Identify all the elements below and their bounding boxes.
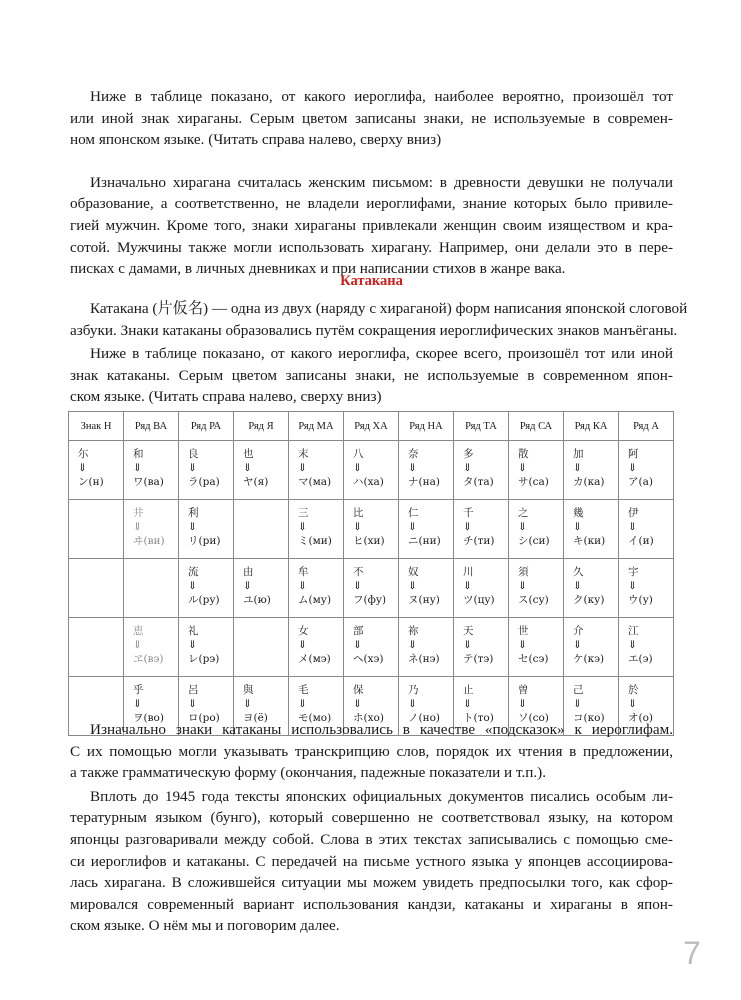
kanji: 散	[518, 448, 529, 460]
katakana: エ(э)	[628, 653, 653, 665]
kana-cell	[234, 559, 289, 618]
kana-cell	[619, 500, 674, 559]
katakana: オ(о)	[628, 712, 654, 724]
kanji: 伊	[628, 507, 639, 519]
kanji: 阿	[628, 448, 639, 460]
katakana-intro-text	[70, 298, 688, 408]
katakana: リ(ри)	[188, 535, 221, 547]
katakana: ク(ку)	[573, 594, 605, 606]
kana-cell	[619, 559, 674, 618]
katakana: ツ(цу)	[463, 594, 495, 606]
kana-cell	[179, 441, 234, 500]
arrow-icon: ⇓	[353, 521, 362, 533]
kanji: 三	[298, 507, 309, 519]
arrow-icon: ⇓	[298, 462, 307, 474]
arrow-icon: ⇓	[298, 580, 307, 592]
kana-cell	[564, 618, 619, 677]
katakana: ア(а)	[628, 476, 653, 488]
katakana: ナ(на)	[408, 476, 440, 488]
katakana: ル(ру)	[188, 594, 220, 606]
column-header: Знак Н	[69, 412, 124, 441]
kanji: 流	[188, 566, 199, 578]
kana-cell	[124, 618, 179, 677]
column-header: Ряд ХА	[344, 412, 399, 441]
arrow-icon: ⇓	[78, 462, 87, 474]
katakana: ロ(ро)	[188, 712, 220, 724]
kanji: 千	[463, 507, 474, 519]
column-header: Ряд СА	[509, 412, 564, 441]
kanji: 良	[188, 448, 199, 460]
kanji: 於	[628, 684, 639, 696]
arrow-icon: ⇓	[463, 698, 472, 710]
page-number: 7	[683, 935, 701, 971]
katakana: ハ(ха)	[353, 476, 384, 488]
katakana: キ(ки)	[573, 535, 606, 547]
arrow-icon: ⇓	[243, 698, 252, 710]
kana-cell	[509, 441, 564, 500]
arrow-icon: ⇓	[353, 639, 362, 651]
kana-cell	[399, 618, 454, 677]
arrow-icon: ⇓	[408, 698, 417, 710]
text-line: мировался современный вариант использования кандзи, катаканы и хираганы в япон-	[70, 895, 673, 913]
arrow-icon: ⇓	[573, 639, 582, 651]
katakana: ユ(ю)	[243, 594, 271, 606]
kana-cell	[509, 500, 564, 559]
kana-cell	[619, 618, 674, 677]
kana-cell	[399, 500, 454, 559]
kanji: 天	[463, 625, 474, 637]
katakana: ヌ(ну)	[408, 594, 440, 606]
column-header: Ряд МА	[289, 412, 344, 441]
text-line: ском языке. (Читать справа налево, сверху вниз)	[70, 388, 382, 406]
arrow-icon: ⇓	[408, 580, 417, 592]
paragraph	[70, 172, 673, 280]
katakana: ト(то)	[463, 712, 494, 724]
kanji: 江	[628, 625, 639, 637]
arrow-icon: ⇓	[518, 521, 527, 533]
katakana: ウ(у)	[628, 594, 653, 606]
kanji: 比	[353, 507, 364, 519]
column-header: Ряд КА	[564, 412, 619, 441]
kana-cell	[454, 500, 509, 559]
table-header-row	[69, 412, 674, 441]
arrow-icon: ⇓	[298, 639, 307, 651]
arrow-icon: ⇓	[573, 698, 582, 710]
katakana: テ(тэ)	[463, 653, 494, 665]
text-line: Ниже в таблице показано, от какого иероглифа, наиболее вероятно, произошёл тот	[90, 88, 673, 105]
katakana: ミ(ми)	[298, 535, 332, 547]
arrow-icon: ⇓	[188, 639, 197, 651]
arrow-icon: ⇓	[573, 462, 582, 474]
kanji: 乎	[133, 684, 144, 696]
kanji: 由	[243, 566, 254, 578]
kanji: 尓	[78, 448, 89, 460]
katakana: ヒ(хи)	[353, 535, 385, 547]
katakana: ケ(кэ)	[573, 653, 605, 665]
text-line: образование, а соответственно, не владели иероглифами, знание которых было привиле-	[70, 195, 673, 213]
kanji: 部	[353, 625, 364, 637]
kanji: 恵	[133, 625, 144, 637]
column-header: Ряд ВА	[124, 412, 179, 441]
kana-cell	[454, 618, 509, 677]
paragraph	[70, 786, 673, 937]
text-line: си иероглифов и катаканы. С передачей на письме устного языка у японцев ассоциирова-	[70, 852, 673, 870]
paragraph	[70, 86, 673, 151]
katakana: ホ(хо)	[353, 712, 384, 724]
arrow-icon: ⇓	[353, 580, 362, 592]
text-line: Катакана (片仮名) — одна из двух (наряду с хираганой) форм написания японской слоговой	[90, 300, 688, 317]
arrow-icon: ⇓	[518, 580, 527, 592]
text-line: лась хирагана. В сложившейся ситуации мы можем увидеть предпосылки того, как сфор-	[70, 874, 673, 892]
empty-cell	[234, 618, 289, 677]
katakana: ニ(ни)	[408, 535, 441, 547]
kanji: 乃	[408, 684, 419, 696]
kana-cell	[564, 500, 619, 559]
katakana: レ(рэ)	[188, 653, 220, 665]
text-line: Изначально знаки катаканы использовались в качестве «подсказок» к иероглифам.	[90, 721, 673, 738]
kana-cell	[344, 559, 399, 618]
paragraph	[70, 298, 688, 341]
katakana: モ(мо)	[298, 712, 332, 724]
kanji: 奴	[408, 566, 419, 578]
arrow-icon: ⇓	[243, 462, 252, 474]
arrow-icon: ⇓	[573, 521, 582, 533]
text-line: сотой. Мужчины также могли использовать хирагану. Например, они делали это в пере-	[70, 238, 673, 256]
table-row	[69, 618, 674, 677]
kanji: 礼	[188, 625, 199, 637]
kana-cell	[509, 618, 564, 677]
katakana: ソ(со)	[518, 712, 549, 724]
kanji: 呂	[188, 684, 199, 696]
kana-cell	[289, 441, 344, 500]
arrow-icon: ⇓	[188, 462, 197, 474]
kana-cell	[179, 500, 234, 559]
arrow-icon: ⇓	[408, 462, 417, 474]
text-line: тературным языком (бунго), который совершенно не соответствовал языку, на котором	[70, 809, 673, 827]
paragraph	[70, 719, 673, 784]
katakana: シ(си)	[518, 535, 550, 547]
kana-cell	[69, 441, 124, 500]
kana-cell	[234, 441, 289, 500]
table-row	[69, 559, 674, 618]
arrow-icon: ⇓	[518, 639, 527, 651]
arrow-icon: ⇓	[408, 521, 417, 533]
arrow-icon: ⇓	[573, 580, 582, 592]
empty-cell	[69, 559, 124, 618]
text-line: Изначально хирагана считалась женским письмом: в древности девушки не получали	[90, 173, 673, 191]
katakana: イ(и)	[628, 535, 654, 547]
column-header: Ряд РА	[179, 412, 234, 441]
kanji: 和	[133, 448, 144, 460]
kana-cell	[564, 441, 619, 500]
arrow-icon: ⇓	[353, 698, 362, 710]
kanji: 須	[518, 566, 529, 578]
katakana-history-text	[70, 719, 673, 937]
kana-cell	[399, 441, 454, 500]
katakana: サ(са)	[518, 476, 549, 488]
kanji: 己	[573, 684, 584, 696]
katakana: タ(та)	[463, 476, 494, 488]
kanji: 川	[463, 566, 474, 578]
arrow-icon: ⇓	[628, 639, 637, 651]
arrow-icon: ⇓	[188, 580, 197, 592]
column-header: Ряд А	[619, 412, 674, 441]
katakana: ヨ(ё)	[243, 712, 268, 724]
kanji: 與	[243, 684, 254, 696]
arrow-icon: ⇓	[188, 521, 197, 533]
kanji: 利	[188, 507, 199, 519]
kana-cell	[344, 500, 399, 559]
kana-cell	[289, 559, 344, 618]
text-line: или иной знак хираганы. Серым цветом записаны знаки, не используемые в современ-	[70, 109, 673, 127]
kanji: 宇	[628, 566, 639, 578]
katakana: チ(ти)	[463, 535, 495, 547]
kanji: 之	[518, 507, 529, 519]
katakana: メ(мэ)	[298, 653, 331, 665]
kana-cell	[124, 500, 179, 559]
kana-cell	[454, 441, 509, 500]
arrow-icon: ⇓	[628, 698, 637, 710]
text-line: С их помощью могли указывать транскрипцию слов, порядок их чтения в предложении,	[70, 742, 673, 760]
kana-cell	[564, 559, 619, 618]
text-line: ном японском языке. (Читать справа налево, сверху вниз)	[70, 131, 442, 149]
text-line: японцы разговаривали между собой. Слова в этих текстах записывались с помощью сме-	[70, 830, 673, 848]
kanji: 八	[353, 448, 364, 460]
katakana: ヘ(хэ)	[353, 653, 384, 665]
arrow-icon: ⇓	[298, 698, 307, 710]
text-line: знак катаканы. Серым цветом записаны знаки, не используемые в современном япон-	[70, 366, 673, 384]
text-line: писках с дамами, в личных дневниках и при написании стихов в жанре вака.	[70, 260, 566, 278]
arrow-icon: ⇓	[243, 580, 252, 592]
arrow-icon: ⇓	[463, 462, 472, 474]
katakana: セ(сэ)	[518, 653, 549, 665]
arrow-icon: ⇓	[353, 462, 362, 474]
arrow-icon: ⇓	[133, 639, 142, 651]
kana-cell	[179, 559, 234, 618]
kana-cell	[454, 559, 509, 618]
kanji: 止	[463, 684, 474, 696]
kanji: 也	[243, 448, 254, 460]
kanji: 多	[463, 448, 474, 460]
kanji: 幾	[573, 507, 584, 519]
katakana: フ(фу)	[353, 594, 387, 606]
empty-cell	[69, 500, 124, 559]
arrow-icon: ⇓	[298, 521, 307, 533]
kanji: 久	[573, 566, 584, 578]
column-header: Ряд Я	[234, 412, 289, 441]
intro-text	[70, 86, 673, 280]
katakana: ノ(но)	[408, 712, 441, 724]
katakana: ヤ(я)	[243, 476, 269, 488]
kanji: 祢	[408, 625, 419, 637]
table-row	[69, 441, 674, 500]
kanji: 牟	[298, 566, 309, 578]
katakana: ス(су)	[518, 594, 549, 606]
kanji: 介	[573, 625, 584, 637]
kanji: 加	[573, 448, 584, 460]
kana-cell	[399, 559, 454, 618]
kana-cell	[344, 618, 399, 677]
kanji: 仁	[408, 507, 419, 519]
katakana: ワ(ва)	[133, 476, 164, 488]
kanji: 奈	[408, 448, 419, 460]
empty-cell	[69, 618, 124, 677]
kana-cell	[619, 441, 674, 500]
kana-cell	[289, 500, 344, 559]
arrow-icon: ⇓	[628, 521, 637, 533]
kanji: 女	[298, 625, 309, 637]
arrow-icon: ⇓	[463, 521, 472, 533]
katakana: ム(му)	[298, 594, 332, 606]
arrow-icon: ⇓	[463, 639, 472, 651]
kanji: 保	[353, 684, 364, 696]
arrow-icon: ⇓	[133, 462, 142, 474]
kanji: 末	[298, 448, 309, 460]
paragraph	[70, 343, 673, 408]
kanji: 世	[518, 625, 529, 637]
katakana: コ(ко)	[573, 712, 605, 724]
kana-cell	[124, 441, 179, 500]
katakana: ラ(ра)	[188, 476, 220, 488]
text-line: азбуки. Знаки катаканы образовались путём сокращения иероглифических знаков манъёганы.	[70, 321, 678, 339]
arrow-icon: ⇓	[188, 698, 197, 710]
kana-cell	[344, 441, 399, 500]
section-heading: Катакана	[340, 273, 403, 289]
column-header: Ряд НА	[399, 412, 454, 441]
text-line: ском языке. О нём мы и поговорим далее.	[70, 917, 340, 935]
arrow-icon: ⇓	[463, 580, 472, 592]
kana-cell	[179, 618, 234, 677]
kana-cell	[509, 559, 564, 618]
katakana: ネ(нэ)	[408, 653, 440, 665]
arrow-icon: ⇓	[133, 521, 142, 533]
katakana: ヱ(вэ)	[133, 653, 164, 665]
katakana: ン(н)	[78, 476, 104, 488]
kanji: 毛	[298, 684, 309, 696]
arrow-icon: ⇓	[628, 462, 637, 474]
text-line: гией мужчин. Кроме того, знаки хираганы привлекали женщин своим изяществом и кра-	[70, 216, 673, 234]
arrow-icon: ⇓	[133, 698, 142, 710]
column-header: Ряд ТА	[454, 412, 509, 441]
katakana: マ(ма)	[298, 476, 332, 488]
kanji: 不	[353, 566, 364, 578]
katakana: ヲ(во)	[133, 712, 164, 724]
text-line: а также грамматическую форму (окончания, падежные показатели и т.п.).	[70, 764, 547, 782]
kana-cell	[289, 618, 344, 677]
katakana: カ(ка)	[573, 476, 605, 488]
kanji: 曽	[518, 684, 529, 696]
text-line: Ниже в таблице показано, от какого иероглифа, скорее всего, произошёл тот или иной	[90, 345, 673, 363]
table-row	[69, 500, 674, 559]
text-line: Вплоть до 1945 года тексты японских официальных документов писались особым ли-	[90, 787, 673, 805]
katakana-origin-table	[68, 411, 674, 736]
arrow-icon: ⇓	[628, 580, 637, 592]
empty-cell	[124, 559, 179, 618]
arrow-icon: ⇓	[518, 698, 527, 710]
katakana: ヰ(ви)	[133, 535, 165, 547]
kanji: 井	[133, 507, 144, 519]
arrow-icon: ⇓	[408, 639, 417, 651]
empty-cell	[234, 500, 289, 559]
arrow-icon: ⇓	[518, 462, 527, 474]
